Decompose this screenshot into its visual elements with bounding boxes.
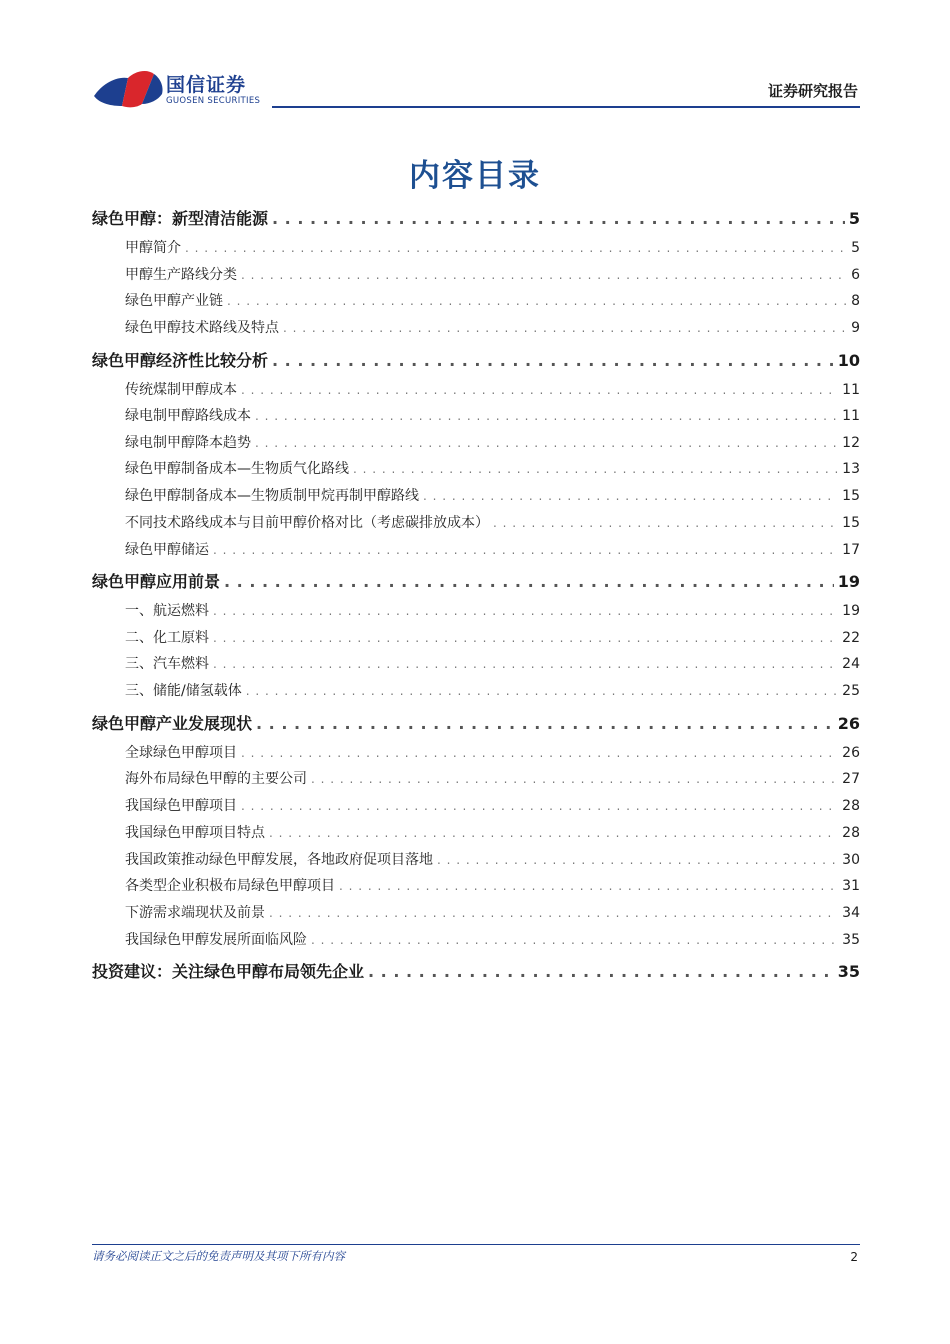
toc-entry-page-number: 13 <box>842 461 860 477</box>
guosen-logo-icon <box>92 66 164 110</box>
toc-dot-leader <box>185 241 847 255</box>
brand-name-cn: 国信证券 <box>166 74 247 96</box>
toc-entry-label: 绿色甲醇制备成本—生物质气化路线 <box>125 461 349 477</box>
toc-dot-leader <box>272 351 834 370</box>
toc-subsection-entry[interactable] <box>125 680 860 700</box>
toc-entry-label: 绿色甲醇产业发展现状 <box>92 714 253 733</box>
footer-disclaimer: 请务必阅读正文之后的免责声明及其项下所有内容 <box>92 1249 345 1263</box>
toc-entry-label: 绿色甲醇产业链 <box>125 293 223 309</box>
toc-subsection-entry[interactable] <box>125 539 860 559</box>
toc-subsection-entry[interactable] <box>125 237 860 257</box>
toc-subsection-entry[interactable] <box>125 902 860 922</box>
toc-entry-page-number: 12 <box>842 435 860 451</box>
toc-subsection-entry[interactable] <box>125 458 860 478</box>
toc-entry-page-number: 28 <box>842 825 860 841</box>
toc-entry-page-number: 19 <box>837 572 860 591</box>
toc-entry-label: 不同技术路线成本与目前甲醇价格对比（考虑碳排放成本） <box>125 515 489 531</box>
toc-dot-leader <box>241 799 838 813</box>
toc-entry-page-number: 17 <box>842 542 860 558</box>
toc-subsection-entry[interactable] <box>125 485 860 505</box>
toc-dot-leader <box>339 879 838 893</box>
toc-subsection-entry[interactable] <box>125 849 860 869</box>
toc-subsection-entry[interactable] <box>125 317 860 337</box>
toc-subsection-entry[interactable] <box>125 653 860 673</box>
toc-entry-page-number: 9 <box>851 320 860 336</box>
toc-title: 内容目录 <box>409 158 541 194</box>
toc-dot-leader <box>255 409 838 423</box>
toc-entry-page-number: 11 <box>842 382 860 398</box>
toc-dot-leader <box>213 631 838 645</box>
footer-divider <box>92 1244 860 1245</box>
toc-entry-label: 甲醇生产路线分类 <box>125 267 237 283</box>
toc-entry-page-number: 30 <box>842 852 860 868</box>
toc-section-entry[interactable] <box>92 206 860 229</box>
toc-entry-label: 三、储能/储氢载体 <box>125 683 242 699</box>
toc-entry-page-number: 22 <box>842 630 860 646</box>
footer-page-number: 2 <box>850 1250 858 1264</box>
toc-entry-label: 绿色甲醇经济性比较分析 <box>92 351 269 370</box>
toc-dot-leader <box>493 516 838 530</box>
toc-entry-page-number: 15 <box>842 488 860 504</box>
toc-entry-page-number: 27 <box>842 771 860 787</box>
toc-subsection-entry[interactable] <box>125 512 860 532</box>
toc-dot-leader <box>353 462 838 476</box>
toc-entry-label: 绿色甲醇应用前景 <box>92 572 221 591</box>
toc-dot-leader <box>423 489 838 503</box>
toc-entry-page-number: 34 <box>842 905 860 921</box>
brand-name-en: GUOSEN SECURITIES <box>166 96 261 106</box>
toc-subsection-entry[interactable] <box>125 405 860 425</box>
toc-dot-leader <box>241 746 838 760</box>
toc-entry-page-number: 26 <box>837 714 860 733</box>
header-divider <box>272 106 860 108</box>
toc-entry-page-number: 24 <box>842 656 860 672</box>
toc-subsection-entry[interactable] <box>125 795 860 815</box>
toc-dot-leader <box>241 383 838 397</box>
toc-dot-leader <box>213 657 838 671</box>
toc-subsection-entry[interactable] <box>125 600 860 620</box>
toc-entry-label: 绿电制甲醇路线成本 <box>125 408 251 424</box>
toc-entry-page-number: 10 <box>837 351 860 370</box>
toc-entry-page-number: 8 <box>851 293 860 309</box>
toc-dot-leader <box>224 572 834 591</box>
toc-entry-page-number: 31 <box>842 878 860 894</box>
toc-dot-leader <box>437 853 838 867</box>
toc-entry-page-number: 28 <box>842 798 860 814</box>
toc-entry-label: 二、化工原料 <box>125 630 209 646</box>
toc-subsection-entry[interactable] <box>125 742 860 762</box>
toc-entry-page-number: 35 <box>842 932 860 948</box>
toc-subsection-entry[interactable] <box>125 432 860 452</box>
toc-entry-label: 绿色甲醇储运 <box>125 542 209 558</box>
toc-dot-leader <box>246 684 838 698</box>
toc-entry-label: 各类型企业积极布局绿色甲醇项目 <box>125 878 335 894</box>
toc-dot-leader <box>213 543 838 557</box>
toc-entry-page-number: 35 <box>837 962 860 981</box>
toc-dot-leader <box>269 826 838 840</box>
report-type-label: 证券研究报告 <box>767 82 858 100</box>
toc-section-entry[interactable] <box>92 959 860 982</box>
toc-subsection-entry[interactable] <box>125 264 860 284</box>
toc-dot-leader <box>272 209 845 228</box>
toc-dot-leader <box>283 321 847 335</box>
toc-dot-leader <box>311 933 838 947</box>
toc-subsection-entry[interactable] <box>125 627 860 647</box>
toc-entry-label: 传统煤制甲醇成本 <box>125 382 237 398</box>
toc-entry-label: 投资建议：关注绿色甲醇布局领先企业 <box>92 962 365 981</box>
toc-dot-leader <box>227 294 847 308</box>
toc-entry-page-number: 15 <box>842 515 860 531</box>
toc-section-entry[interactable] <box>92 569 860 592</box>
toc-dot-leader <box>368 962 834 981</box>
toc-entry-page-number: 11 <box>842 408 860 424</box>
toc-entry-label: 绿色甲醇技术路线及特点 <box>125 320 279 336</box>
toc-entry-label: 我国政策推动绿色甲醇发展，各地政府促项目落地 <box>125 852 433 868</box>
toc-entry-label: 我国绿色甲醇项目 <box>125 798 237 814</box>
toc-dot-leader <box>255 436 838 450</box>
toc-entry-label: 甲醇简介 <box>125 240 181 256</box>
toc-subsection-entry[interactable] <box>125 290 860 310</box>
toc-subsection-entry[interactable] <box>125 379 860 399</box>
toc-section-entry[interactable] <box>92 348 860 371</box>
toc-subsection-entry[interactable] <box>125 875 860 895</box>
toc-section-entry[interactable] <box>92 711 860 734</box>
toc-entry-label: 下游需求端现状及前景 <box>125 905 265 921</box>
toc-entry-label: 我国绿色甲醇发展所面临风险 <box>125 932 307 948</box>
toc-entry-page-number: 6 <box>851 267 860 283</box>
toc-entry-page-number: 5 <box>848 209 860 228</box>
toc-entry-page-number: 19 <box>842 603 860 619</box>
toc-entry-label: 绿电制甲醇降本趋势 <box>125 435 251 451</box>
toc-subsection-entry[interactable] <box>125 768 860 788</box>
toc-entry-label: 绿色甲醇：新型清洁能源 <box>92 209 269 228</box>
toc-dot-leader <box>256 714 834 733</box>
toc-entry-page-number: 5 <box>851 240 860 256</box>
toc-subsection-entry[interactable] <box>125 929 860 949</box>
toc-entry-page-number: 25 <box>842 683 860 699</box>
toc-entry-label: 一、航运燃料 <box>125 603 209 619</box>
toc-dot-leader <box>213 604 838 618</box>
toc-entry-label: 海外布局绿色甲醇的主要公司 <box>125 771 307 787</box>
toc-entry-page-number: 26 <box>842 745 860 761</box>
toc-entry-label: 三、汽车燃料 <box>125 656 209 672</box>
page-header <box>0 0 950 115</box>
toc-entry-label: 绿色甲醇制备成本—生物质制甲烷再制甲醇路线 <box>125 488 419 504</box>
toc-dot-leader <box>311 772 838 786</box>
toc-subsection-entry[interactable] <box>125 822 860 842</box>
toc-entry-label: 全球绿色甲醇项目 <box>125 745 237 761</box>
toc-dot-leader <box>241 268 847 282</box>
toc-entry-label: 我国绿色甲醇项目特点 <box>125 825 265 841</box>
toc-dot-leader <box>269 906 838 920</box>
